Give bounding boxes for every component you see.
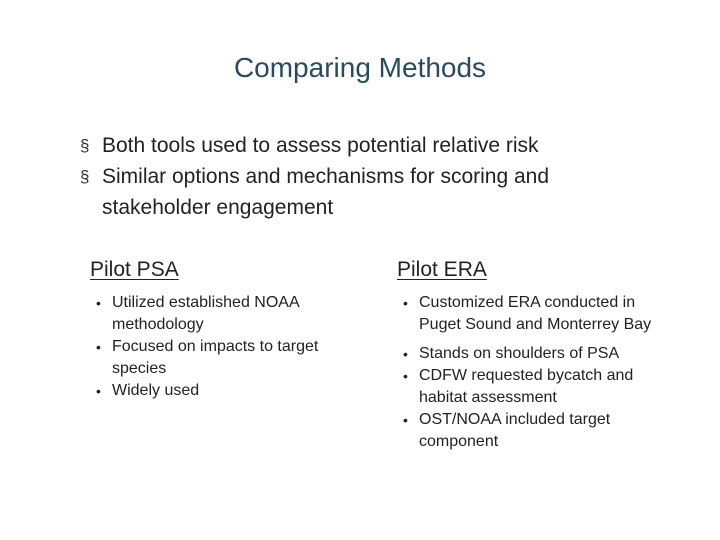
column-heading-text: Pilot ERA bbox=[397, 258, 487, 281]
main-bullet bbox=[78, 161, 658, 223]
bullet-dot-icon: • bbox=[96, 383, 101, 399]
section-bullet-icon: § bbox=[80, 136, 90, 155]
column-heading-text: Pilot PSA bbox=[90, 258, 179, 281]
bullet-dot-icon: • bbox=[403, 368, 408, 384]
list-item bbox=[90, 292, 360, 336]
era-bullet-list bbox=[397, 292, 677, 453]
section-bullet-icon: § bbox=[80, 167, 90, 186]
psa-bullet-list bbox=[90, 292, 360, 402]
list-item bbox=[90, 380, 360, 402]
main-bullet-text: Similar options and mechanisms for scoring and stakeholder engagement bbox=[102, 165, 550, 219]
list-item-text: Focused on impacts to target species bbox=[112, 338, 319, 377]
list-item-text: Stands on shoulders of PSA bbox=[419, 345, 620, 362]
list-item bbox=[397, 343, 677, 365]
list-item bbox=[397, 292, 677, 336]
pilot-era-column bbox=[397, 256, 677, 453]
bullet-dot-icon: • bbox=[403, 295, 408, 311]
list-item-text: Widely used bbox=[112, 382, 200, 399]
pilot-psa-column bbox=[90, 256, 360, 402]
column-heading-psa bbox=[90, 256, 360, 284]
list-item-text: CDFW requested bycatch and habitat assessment bbox=[419, 367, 634, 406]
main-bullet bbox=[78, 130, 658, 161]
bullet-dot-icon: • bbox=[96, 339, 101, 355]
list-item-text: Customized ERA conducted in Puget Sound and Monterrey Bay bbox=[419, 294, 652, 333]
bullet-dot-icon: • bbox=[96, 295, 101, 311]
list-item-text: Utilized established NOAA methodology bbox=[112, 294, 299, 333]
slide-title: Comparing Methods bbox=[233, 52, 487, 83]
list-item bbox=[90, 336, 360, 380]
column-heading-era bbox=[397, 256, 677, 284]
list-item bbox=[397, 365, 677, 409]
main-bullet-list bbox=[78, 130, 658, 223]
main-bullet-text: Both tools used to assess potential relative risk bbox=[102, 134, 539, 157]
bullet-dot-icon: • bbox=[403, 346, 408, 362]
bullet-dot-icon: • bbox=[403, 412, 408, 428]
list-item bbox=[397, 409, 677, 453]
list-item-text: OST/NOAA included target component bbox=[419, 411, 611, 450]
